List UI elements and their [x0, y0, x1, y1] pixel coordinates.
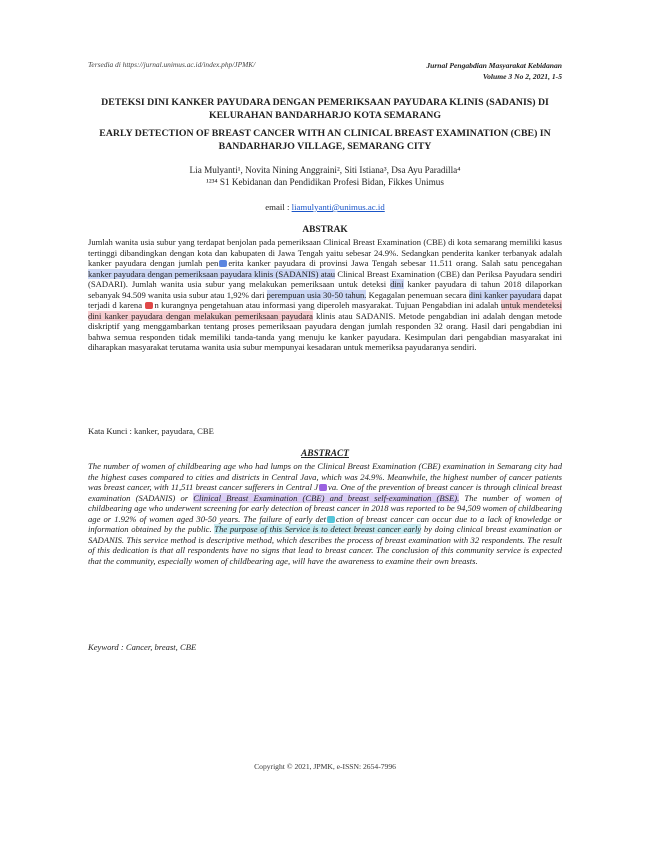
author-list: Lia Mulyanti¹, Novita Nining Anggraini², Siti Istiana³, Dsa Ayu Paradilla⁴ — [189, 165, 461, 175]
email-line — [88, 202, 562, 212]
abstrak-text: kanker payudara di tahun 2018 dilaporkan sebanyak 94.509 wanita usia subur atau 1,92% dari — [88, 279, 562, 300]
abstrak-text: Kegagalan penemuan secara — [366, 289, 469, 300]
abstract-paragraph — [88, 461, 562, 629]
email-link[interactable]: liamulyanti@unimus.ac.id — [291, 202, 385, 212]
keywords-indonesian: Kata Kunci : kanker, payudara, CBE — [88, 426, 214, 436]
abstract-text: by doing clinical breast examination or SADANIS. This service method is descriptive method, which describes the process of breast examination with 32 respondents. The result of this dedication is that all respondents have no signs that lead to breast cancer. The conclusion of this community service is expected that the community, especially women of childbearing age, will have the awareness to examine their own breasts. — [88, 524, 562, 566]
abstract-text: ction of breast cancer can occur due to a lack of knowledge or information obtained by the public. — [88, 513, 562, 534]
abstrak-text: klinis atau SADANIS. Metode pengabdian ini adalah dengan metode diskriptif yang menggambarkan tentang proses pemeriksaan payudara dengan jumlah responden 32 orang. Hasil dari pengabdian ini bahwa semua responden tidak memiliki tanda-tanda yang menuju ke kanker payudara. Kesimpulan dari pengabdian masyarakat ini diharapkan masyarakat terutama wanita usia subur mempunyai kesadaran untuk memeriksa payudaranya sendiri. — [88, 310, 562, 352]
highlight-text: dini kanker payudara — [468, 289, 542, 300]
highlight-text: untuk mendeteksi dini kanker payudara dengan melakukan pemeriksaan payudara — [88, 300, 562, 321]
keywords-english: Keyword : Cancer, breast, CBE — [88, 642, 197, 652]
journal-url: Tersedia di https://jurnal.unimus.ac.id/index.php/JPMK/ — [88, 60, 256, 69]
highlight-text: The purpose of this Service is to detect breast cancer early — [214, 524, 422, 534]
journal-volume: Volume 3 No 2, 2021, 1-5 — [482, 72, 562, 81]
abstract-text: va. One of the prevention of breast cancer is through clinical breast examination (SADANIS) or — [88, 482, 562, 503]
comment-marker-icon[interactable] — [327, 516, 335, 523]
abstrak-text: dapat terjadi d karena — [88, 289, 562, 310]
abstrak-heading: ABSTRAK — [302, 225, 348, 235]
email-label: email : — [265, 202, 292, 212]
abstrak-text: Jumlah wanita usia subur yang terdapat benjolan pada pemeriksaan Clinical Breast Examination (CBE) di kota semarang memiliki kasus tertinggi dibandingkan dengan kota dan kabupaten di Jawa Tengah yaitu sebesar 24.9%. Sedangkan penderita kanker terbanyak adalah kanker payudara dengan jumlah pen — [88, 237, 562, 268]
abstract-text: The number of women of childbearing age who had lumps on the Clinical Breast Examination (CBE) examination in Semarang city had the highest cases compared to cities and districts in Central Java, which was 24.9%. Meanwhile, the highest number of cancer patients was breast cancer, with 11,511 breast cancer sufferers in Central J — [88, 461, 562, 492]
highlight-text: Clinical Breast Examination (CBE) and breast self-examination (BSE). — [193, 492, 460, 503]
abstract-text: The number of women of childbearing age who underwent screening for early detection of breast cancer in 2018 was reported to be 94,509 women of childbearing age or 1.92% of women aged 30-50 years. The failure of early det — [88, 492, 562, 524]
author-block — [88, 164, 562, 188]
abstrak-text: Clinical Breast Examination (CBE) dan Periksa Payudara sendiri (SADARI). Jumlah wanita usia subur yang melakukan pemeriksaan untuk deteksi — [88, 268, 562, 289]
copyright-footer: Copyright © 2021, JPMK, e-ISSN: 2654-7996 — [254, 762, 396, 771]
abstrak-text: n kurangnya pengetahuan atau informasi yang diperoleh masyarakat. Tujuan Pengabdian ini adalah — [154, 300, 501, 310]
highlight-text: kanker payudara dengan pemeriksaan payudara klinis (SADANIS) atau — [88, 268, 336, 279]
abstrak-paragraph — [88, 237, 562, 409]
comment-marker-icon[interactable] — [145, 302, 153, 309]
comment-marker-icon[interactable] — [319, 484, 327, 491]
abstract-heading: ABSTRACT — [301, 449, 349, 459]
highlight-text: dini — [390, 279, 404, 289]
journal-name: Jurnal Pengabdian Masyarakat Kebidanan — [426, 61, 562, 70]
title-indonesian: DETEKSI DINI KANKER PAYUDARA DENGAN PEMERIKSAAN PAYUDARA KLINIS (SADANIS) DI KELURAHAN BANDARHARJO KOTA SEMARANG — [101, 97, 549, 121]
journal-info — [426, 60, 562, 82]
title-english: EARLY DETECTION OF BREAST CANCER WITH AN CLINICAL BREAST EXAMINATION (CBE) IN BANDARHARJO VILLAGE, SEMARANG CITY — [99, 128, 551, 152]
highlight-text: perempuan usia 30-50 tahun. — [266, 289, 367, 300]
comment-marker-icon[interactable] — [219, 260, 227, 267]
affiliation: ¹²³⁴ S1 Kebidanan dan Pendidikan Profesi Bidan, Fikkes Unimus — [206, 177, 444, 187]
abstrak-text: erita kanker payudara di provinsi Jawa Tengah sebesar 11.511 orang. Salah satu pencegahan — [228, 258, 562, 268]
